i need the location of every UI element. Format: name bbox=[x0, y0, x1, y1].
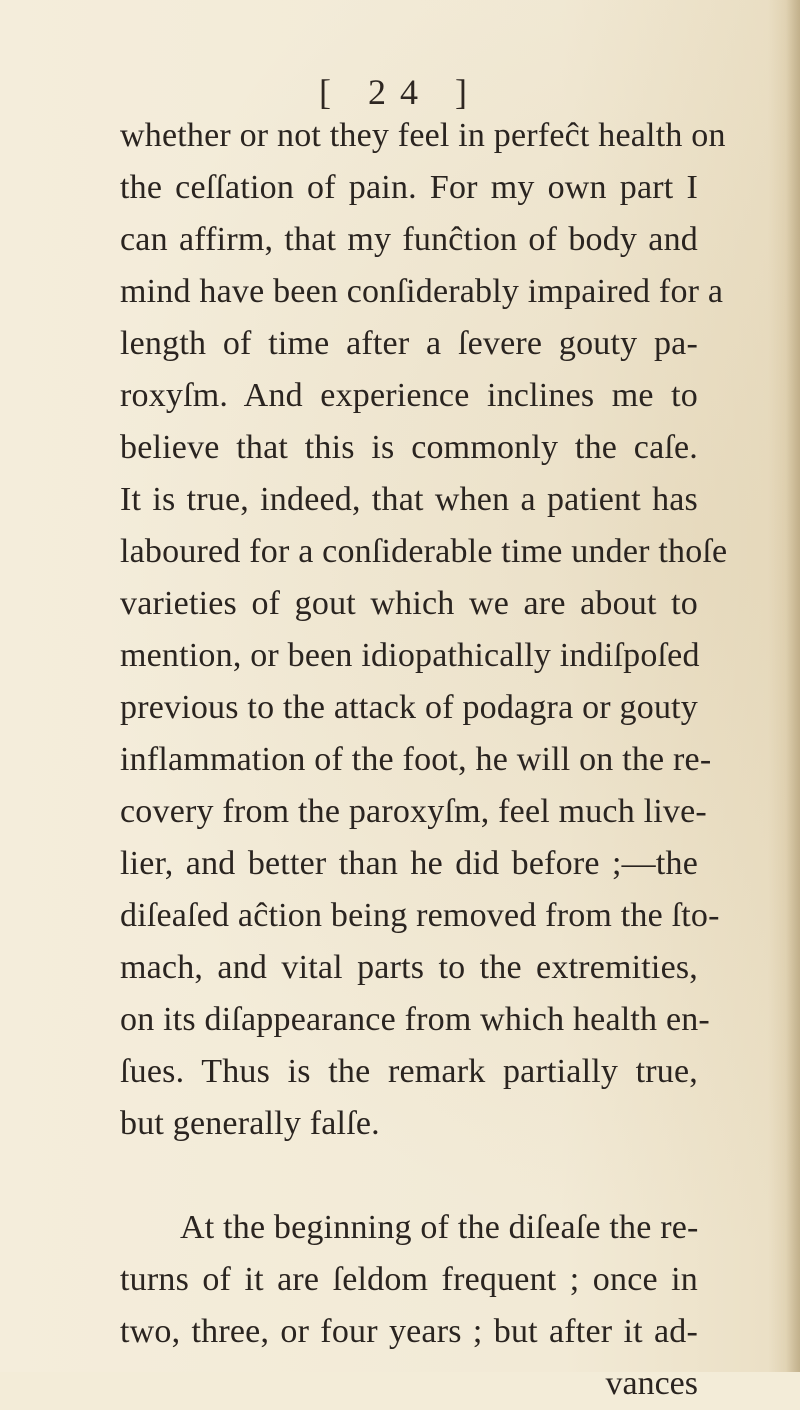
text-line: but generally falſe. bbox=[120, 1105, 380, 1142]
text-line: whether or not they feel in perfeĉt health on bbox=[120, 117, 726, 154]
text-line: laboured for a conſiderable time under thoſe bbox=[120, 533, 728, 570]
text-line: diſeaſed aĉtion being removed from the ſto- bbox=[120, 897, 720, 934]
paragraph-2 bbox=[120, 1202, 698, 1358]
text-line: believe that this is commonly the caſe. bbox=[120, 429, 698, 466]
text-line: covery from the paroxyſm, feel much live- bbox=[120, 793, 707, 830]
text-line: two, three, or four years ; but after it ad- bbox=[120, 1313, 698, 1350]
text-line: lier, and better than he did before ;—the bbox=[120, 845, 698, 882]
text-line: roxyſm. And experience inclines me to bbox=[120, 377, 698, 414]
page-number: [ 24 ] bbox=[319, 72, 481, 112]
page-edge-shadow bbox=[786, 0, 800, 1372]
catchword: vances bbox=[605, 1365, 698, 1402]
text-line: mention, or been idiopathically indiſpoſed bbox=[120, 637, 700, 674]
paragraph-1 bbox=[120, 110, 728, 1150]
text-line: length of time after a ſevere gouty pa- bbox=[120, 325, 698, 362]
paragraph-gap bbox=[120, 1150, 698, 1202]
text-line: previous to the attack of podagra or gouty bbox=[120, 689, 698, 726]
text-line: mind have been conſiderably impaired for a bbox=[120, 273, 724, 310]
text-line: It is true, indeed, that when a patient has bbox=[120, 481, 698, 518]
text-line: varieties of gout which we are about to bbox=[120, 585, 698, 622]
text-line: At the beginning of the diſeaſe the re- bbox=[180, 1209, 699, 1246]
text-line: ſues. Thus is the remark partially true, bbox=[120, 1053, 698, 1090]
text-line: the ceſſation of pain. For my own part I bbox=[120, 169, 698, 206]
text-line: on its diſappearance from which health en- bbox=[120, 1001, 710, 1038]
text-line: mach, and vital parts to the extremities, bbox=[120, 949, 698, 986]
body-text bbox=[120, 110, 728, 1410]
text-line: turns of it are ſeldom frequent ; once in bbox=[120, 1261, 698, 1298]
text-line: inflammation of the foot, he will on the re- bbox=[120, 741, 712, 778]
text-line: can affirm, that my funĉtion of body and bbox=[120, 221, 698, 258]
